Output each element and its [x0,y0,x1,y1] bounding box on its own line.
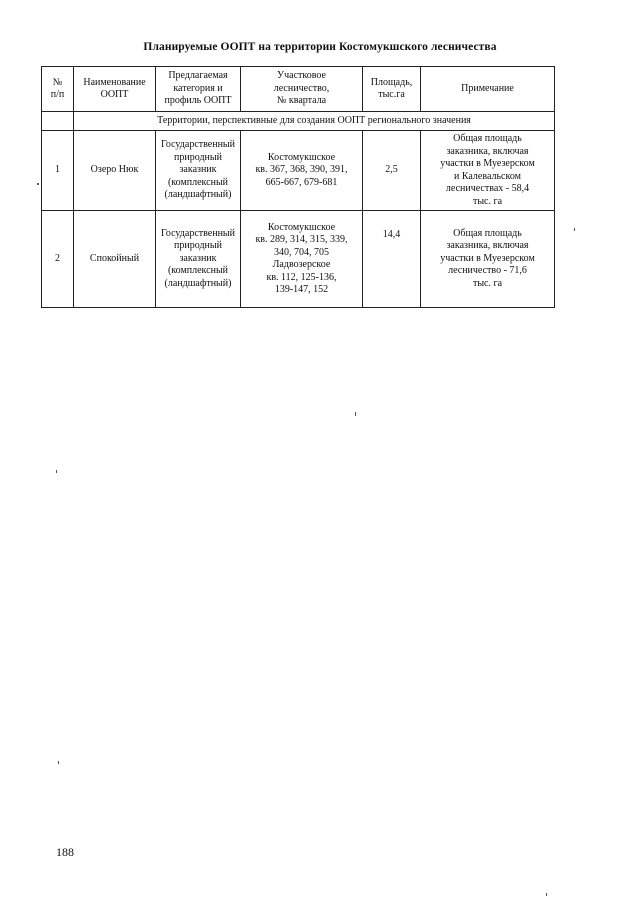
row-note: Общая площадь заказника, включая участки в Муезерском и Калевальском лесничествах - 58,4 тыс. га [421,131,555,211]
row-num: 2 [42,211,74,308]
section-row [42,112,555,131]
row-forestry: Костомукшское кв. 367, 368, 390, 391, 665-667, 679-681 [241,131,363,211]
table-row [42,211,555,308]
header-num: № п/п [42,67,74,112]
scan-speck [58,761,59,764]
scan-speck [546,893,547,896]
row-name: Озеро Нюк [74,131,156,211]
header-area: Площадь, тыс.га [363,67,421,112]
header-name: Наименование ООПТ [74,67,156,112]
section-label: Территории, перспективные для создания ООПТ регионального значения [74,112,555,131]
row-category: Государственный природный заказник (комплексный (ландшафтный) [156,211,241,308]
scan-speck [574,228,575,231]
row-forestry: Костомукшское кв. 289, 314, 315, 339, 340, 704, 705 Ладвозерское кв. 112, 125-136, 139-147, 152 [241,211,363,308]
table-row [42,131,555,211]
header-forestry: Участковое лесничество, № квартала [241,67,363,112]
page-number: 188 [56,845,74,859]
header-category: Предлагаемая категория и профиль ООПТ [156,67,241,112]
scan-speck [355,412,356,416]
scan-speck [56,470,57,473]
scan-speck [37,183,39,185]
row-name: Спокойный [74,211,156,308]
oopt-table [41,66,555,308]
row-area: 14,4 [363,211,421,308]
table-header-row [42,67,555,112]
row-num: 1 [42,131,74,211]
page-title: Планируемые ООПТ на территории Костомукшского лесничества [143,41,497,53]
row-category: Государственный природный заказник (комплексный (ландшафтный) [156,131,241,211]
row-area: 2,5 [363,131,421,211]
row-note: Общая площадь заказника, включая участки в Муезерском лесничество - 71,6 тыс. га [421,211,555,308]
header-note: Примечание [421,67,555,112]
